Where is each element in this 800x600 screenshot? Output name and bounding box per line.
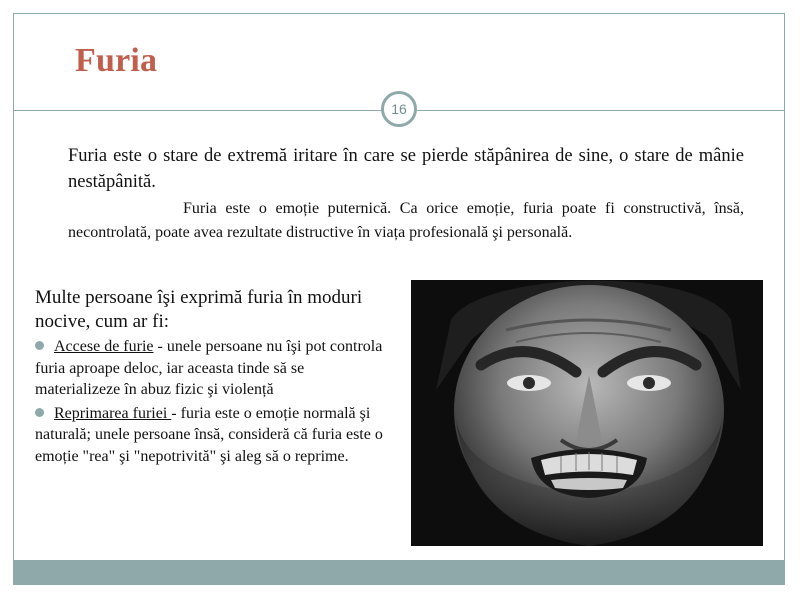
list-item — [35, 336, 390, 401]
item-text: - furia este o emoție normală şi naturală; unele persoane însă, consideră că furia este o emoție "rea" şi "nepotrivită" şi aleg să o reprime. — [35, 404, 383, 465]
item-term: Accese de furie — [54, 338, 154, 355]
list-item — [35, 403, 390, 468]
bullet-icon — [35, 341, 44, 350]
intro-paragraph-2: Furia este o emoție puternică. Ca orice emoție, furia poate fi constructivă, însă, necontrolată, poate avea rezultate distructive în viața profesională şi personală. — [68, 200, 744, 241]
list-lead: Multe persoane îşi exprimă furia în moduri nocive, cum ar fi: — [35, 287, 363, 332]
angry-man-photo — [411, 280, 763, 546]
item-text: - unele persoane nu îşi pot controla furia aproape deloc, iar aceasta tinde să se materializeze în abuz fizic şi violență — [35, 338, 383, 398]
footer-bar — [14, 560, 784, 585]
bullet-icon — [35, 408, 44, 417]
intro-paragraph: Furia este o stare de extremă iritare în care se pierde stăpânirea de sine, o stare de mânie nestăpânită. — [68, 146, 744, 192]
item-term: Reprimarea furiei — [54, 404, 172, 422]
angry-face-illustration — [411, 280, 763, 546]
page-number-badge — [381, 91, 417, 127]
slide-title: Furia — [75, 42, 158, 79]
page-number: 16 — [391, 101, 407, 117]
harmful-expressions-list — [35, 286, 390, 467]
